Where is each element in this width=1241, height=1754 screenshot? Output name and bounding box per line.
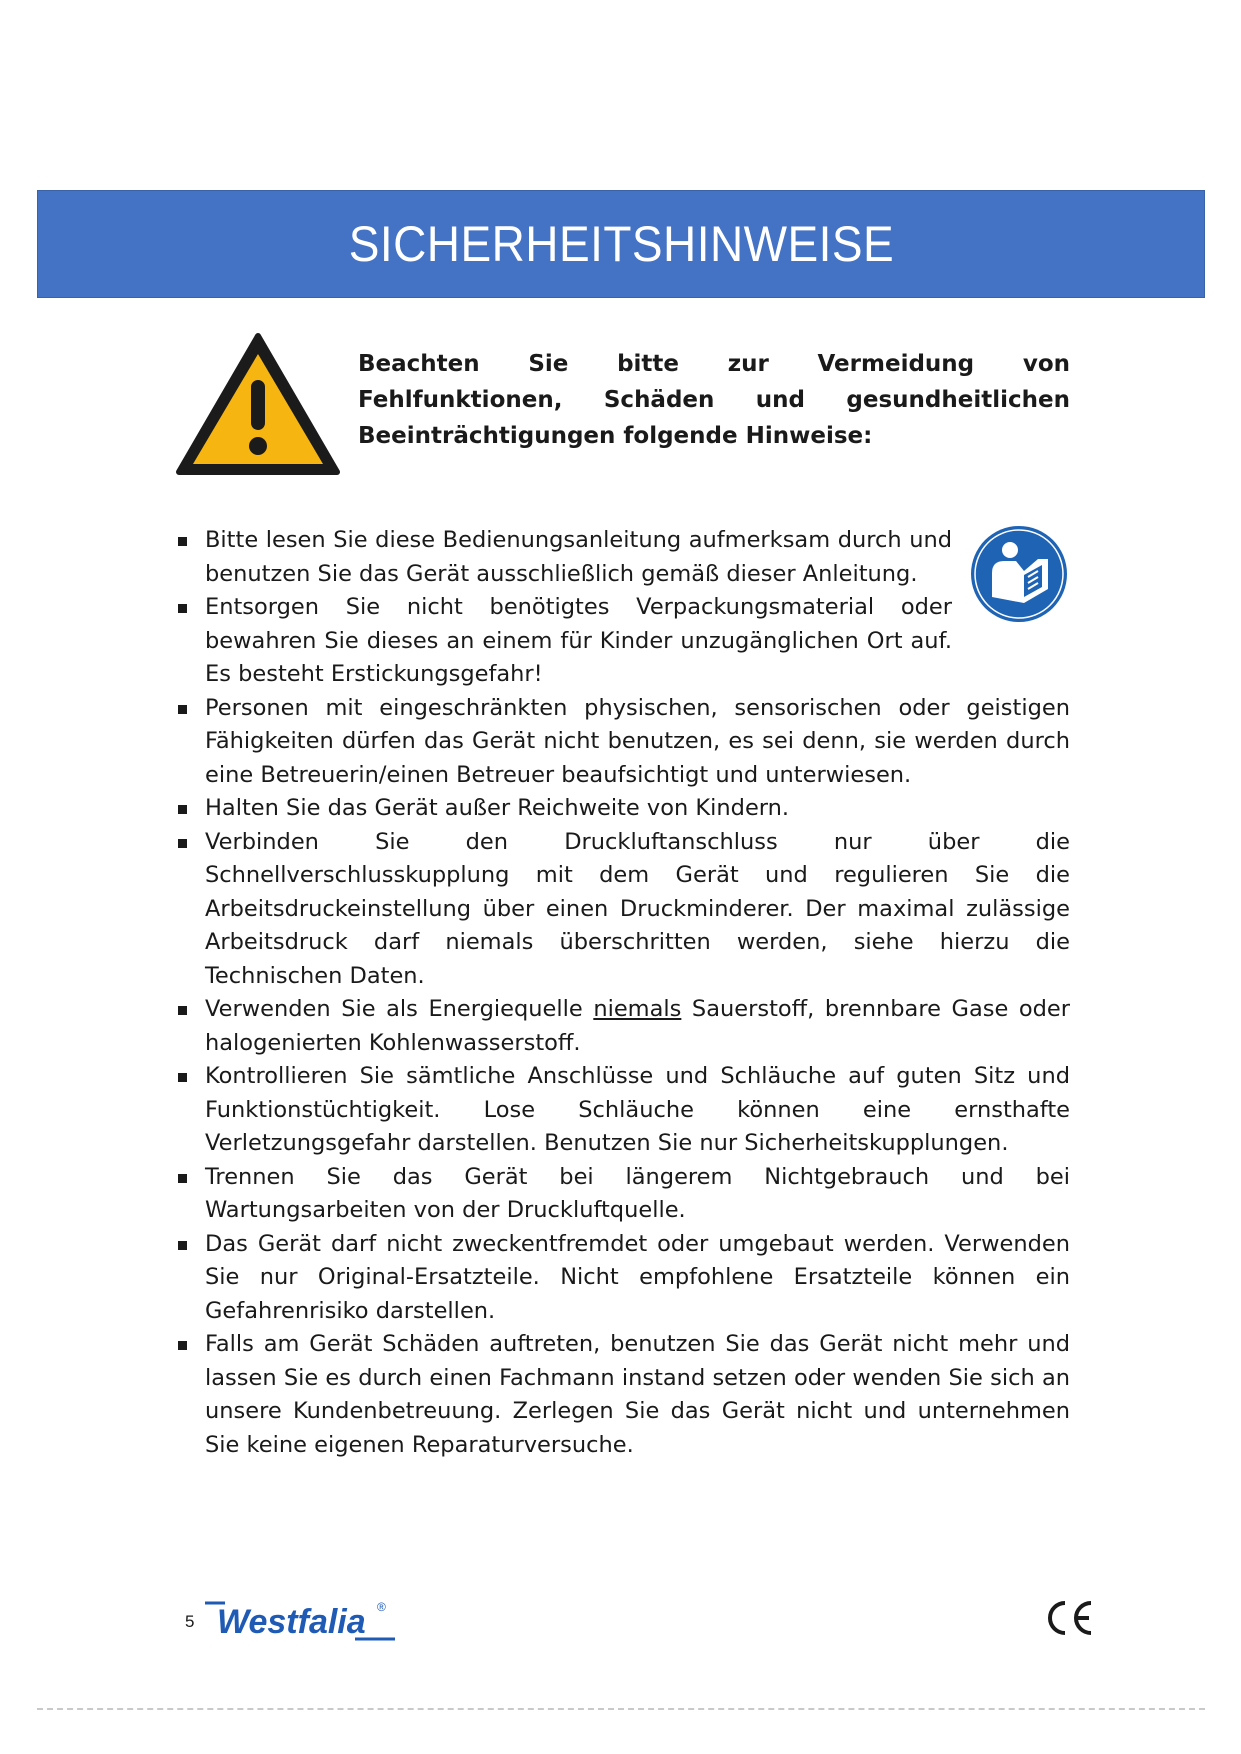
bottom-divider bbox=[37, 1708, 1205, 1710]
list-item: Halten Sie das Gerät außer Reichweite von Kindern. bbox=[175, 792, 1070, 826]
page-title: SICHERHEITSHINWEISE bbox=[348, 216, 894, 272]
westfalia-logo bbox=[205, 1595, 405, 1645]
list-item: Das Gerät darf nicht zweckentfremdet oder umgebaut werden. Verwenden Sie nur Original-Ersatzteile. Nicht empfohlene Ersatzteile können ein Gefahrenrisiko darstellen. bbox=[175, 1228, 1070, 1329]
list-item: Trennen Sie das Gerät bei längerem Nichtgebrauch und bei Wartungsarbeiten von der Druckluftquelle. bbox=[175, 1161, 1070, 1228]
list-item: Verbinden Sie den Druckluftanschluss nur über die Schnellverschlusskupplung mit dem Gerät und regulieren Sie die Arbeitsdruckeinstellung über einen Druckminderer. Der maximal zulässige Arbeitsdruck darf niemals überschritten werden, siehe hierzu die Technischen Daten. bbox=[175, 826, 1070, 994]
intro-notice: Beachten Sie bitte zur Vermeidung von Fehlfunktionen, Schäden und gesundheitlichen Beeinträchtigungen folgende Hinweise: bbox=[358, 351, 1070, 449]
warning-triangle-icon bbox=[175, 332, 341, 478]
safety-instructions-list bbox=[175, 524, 1070, 1462]
list-item bbox=[175, 993, 1070, 1060]
ce-mark-icon bbox=[1043, 1598, 1095, 1638]
list-item: Personen mit eingeschränkten physischen, sensorischen oder geistigen Fähigkeiten dürfen das Gerät nicht benutzen, es sei denn, sie werden durch eine Betreuerin/einen Betreuer beaufsichtigt und unterwiesen. bbox=[175, 692, 1070, 793]
list-item-text: Verwenden Sie als Energiequelle bbox=[205, 996, 594, 1022]
list-item: Kontrollieren Sie sämtliche Anschlüsse und Schläuche auf guten Sitz und Funktionstüchtigkeit. Lose Schläuche können eine ernsthafte Verletzungsgefahr darstellen. Benutzen Sie nur Sicherheitskupplungen. bbox=[175, 1060, 1070, 1161]
list-item: Bitte lesen Sie diese Bedienungsanleitung aufmerksam durch und benutzen Sie das Gerät ausschließlich gemäß dieser Anleitung. bbox=[175, 524, 1070, 591]
list-item: Falls am Gerät Schäden auftreten, benutzen Sie das Gerät nicht mehr und lassen Sie es durch einen Fachmann instand setzen oder wenden Sie sich an unsere Kundenbetreuung. Zerlegen Sie das Gerät nicht und unternehmen Sie keine eigenen Reparaturversuche. bbox=[175, 1328, 1070, 1462]
section-header bbox=[37, 190, 1205, 298]
page-number: 5 bbox=[185, 1612, 195, 1631]
registered-mark: ® bbox=[377, 1600, 386, 1614]
brand-name: Westfalia bbox=[217, 1603, 366, 1641]
list-item: Entsorgen Sie nicht benötigtes Verpackungsmaterial oder bewahren Sie dieses an einem für Kinder unzugänglichen Ort auf. Es besteht Erstickungsgefahr! bbox=[175, 591, 1070, 692]
list-item-text: Sauerstoff, brennbare Gase oder halogenierten Kohlenwasserstoff. bbox=[205, 996, 1071, 1056]
emphasis-niemals: niemals bbox=[593, 996, 682, 1022]
